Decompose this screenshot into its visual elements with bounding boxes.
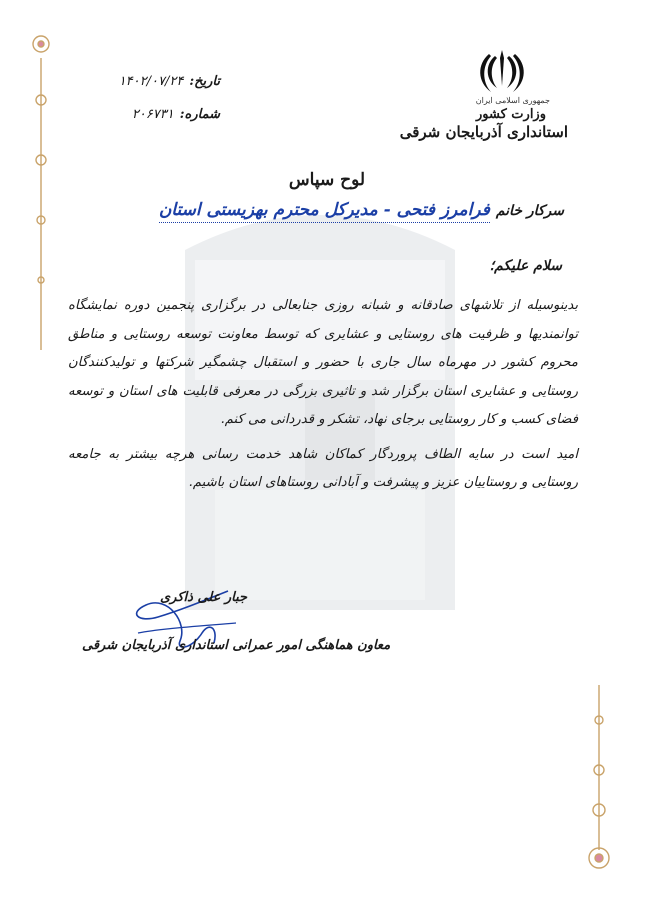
date-label: تاریخ: bbox=[189, 74, 220, 89]
signatory-name: جبار علی ذاکری bbox=[160, 590, 248, 605]
date-row bbox=[80, 74, 220, 89]
ornament-bottom-right bbox=[584, 680, 614, 875]
signatory-title: معاون هماهنگی امور عمرانی استانداری آذربایجان شرقی bbox=[82, 638, 391, 653]
governorate-label: استانداری آذربایجان شرقی bbox=[399, 123, 568, 141]
iran-emblem-icon bbox=[475, 48, 529, 94]
greeting: سلام علیکم؛ bbox=[489, 258, 562, 274]
letter-body bbox=[68, 292, 578, 498]
date-value: ۱۴۰۲/۰۷/۲۴ bbox=[118, 74, 184, 89]
document-title: لوح سپاس bbox=[288, 170, 366, 190]
number-row bbox=[80, 107, 220, 122]
ministry-label: وزارت کشور bbox=[476, 107, 546, 122]
body-paragraph-1: بدینوسیله از تلاشهای صادقانه و شبانه روزی جنابعالی در برگزاری پنجمین دوره نمایشگاه توانمندیها و ظرفیت های روستایی و عشایری که توسط معاونت توسعه روستایی و مناطق محروم کشور در مهرماه سال جاری با حضور و استقبال چشمگیر شرکتها و تولیدکنندگان روستایی و عشایری استان برگزار شد و تاثیری بزرگی در معرفی قابلیت های استان و توسعه فضای کسب و کار روستایی برجای نهاد، تشکر و قدردانی می کنم. bbox=[68, 298, 578, 427]
recipient-name: فرامرز فتحی - مدیرکل محترم بهزیستی استان bbox=[159, 200, 490, 223]
number-value: ۲۰۶۷۳۱ bbox=[131, 107, 174, 122]
body-paragraph-2: امید است در سایه الطاف پروردگار کماکان شاهد خدمت رسانی هرچه بیشتر به جامعه روستایی و روستاییان عزیز و پیشرفت و آبادانی روستاهای استان باشیم. bbox=[68, 446, 578, 490]
header-meta bbox=[80, 74, 220, 140]
number-label: شماره: bbox=[179, 107, 220, 122]
republic-label: جمهوری اسلامی ایران bbox=[475, 96, 550, 105]
salutation-prefix: سرکار خانم bbox=[495, 203, 564, 219]
salutation bbox=[84, 200, 564, 223]
ornament-top-left bbox=[28, 30, 54, 370]
header-organization bbox=[348, 96, 568, 141]
